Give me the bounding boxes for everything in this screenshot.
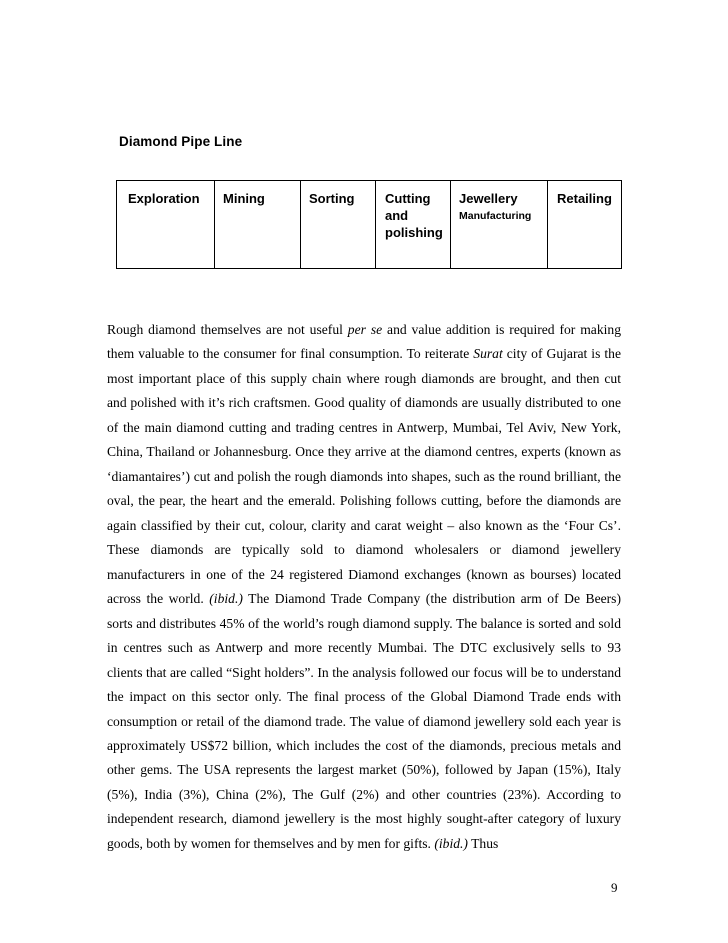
stage-label: Exploration (128, 191, 200, 206)
stage-mining (215, 181, 301, 268)
stage-label: Sorting (309, 191, 355, 206)
citation-ibid: (ibid.) (209, 591, 243, 607)
paragraph-italic: per se (347, 322, 383, 337)
stage-exploration (117, 181, 215, 268)
paragraph-text: The Diamond Trade Company (the distribution arm of De Beers) sorts and distributes 45% of the world’s rough diamond supply. The balance is sorted and sold in centres such as Antwerp and more recently Mumbai. The DTC exclusively sells to 93 clients that are called “Sight holders”. In the analysis followed our focus will be to understand the impact on this sector only. The final process of the Global Diamond Trade ends with consumption or retail of the diamond trade. The value of diamond jewellery sold each year is approximately US$72 billion, which includes the cost of the diamonds, precious metals and other gems. The USA represents the largest market (50%), followed by Japan (15%), Italy (5%), India (3%), China (2%), The Gulf (2%) and other countries (23%). According to independent research, diamond jewellery is the most highly sought-after category of luxury goods, both by women for themselves and by men for gifts. (107, 591, 622, 851)
paragraph-text: Rough diamond themselves are not useful (107, 322, 348, 337)
stage-label: Cutting and polishing (385, 191, 443, 240)
stage-retailing (548, 181, 621, 268)
section-heading: Diamond Pipe Line (119, 134, 243, 149)
stage-label: Mining (223, 191, 265, 206)
page-number: 9 (611, 880, 618, 895)
body-paragraph (107, 318, 621, 856)
paragraph-text: Thus (467, 835, 499, 851)
citation-ibid: (ibid.) (434, 835, 468, 851)
stage-label: Retailing (557, 191, 612, 206)
paragraph-text: city of Gujarat is the most important place of this supply chain where rough diamonds are brought, and then cut and polished with it’s rich craftsmen. Good quality of diamonds are usually distributed to one of the main diamond cutting and trading centres in Antwerp, Mumbai, Tel Aviv, New York, China, Thailand or Johannesburg. Once they arrive at the diamond centres, experts (known as ‘diamantaires’) cut and polish the rough diamonds into shapes, such as the round brilliant, the oval, the pear, the heart and the emerald. Polishing follows cutting, before the diamonds are again classified by their cut, colour, clarity and carat weight – also known as the ‘Four Cs’. These diamonds are typically sold to diamond wholesalers or diamond jewellery manufacturers in one of the 24 registered Diamond exchanges (known as bourses) located across the world. (107, 346, 621, 607)
stage-cutting-polishing (376, 181, 451, 268)
stage-label-secondary: Manufacturing (459, 210, 532, 222)
stage-sorting (301, 181, 376, 268)
stage-label: Jewellery (459, 191, 518, 206)
pipeline-table (116, 180, 622, 269)
stage-jewellery-manufacturing (451, 181, 548, 268)
paragraph-italic: Surat (473, 346, 503, 362)
paragraph-text: and value addition is required for making them valuable to the consumer for final consumption. To reiterate (107, 322, 622, 362)
